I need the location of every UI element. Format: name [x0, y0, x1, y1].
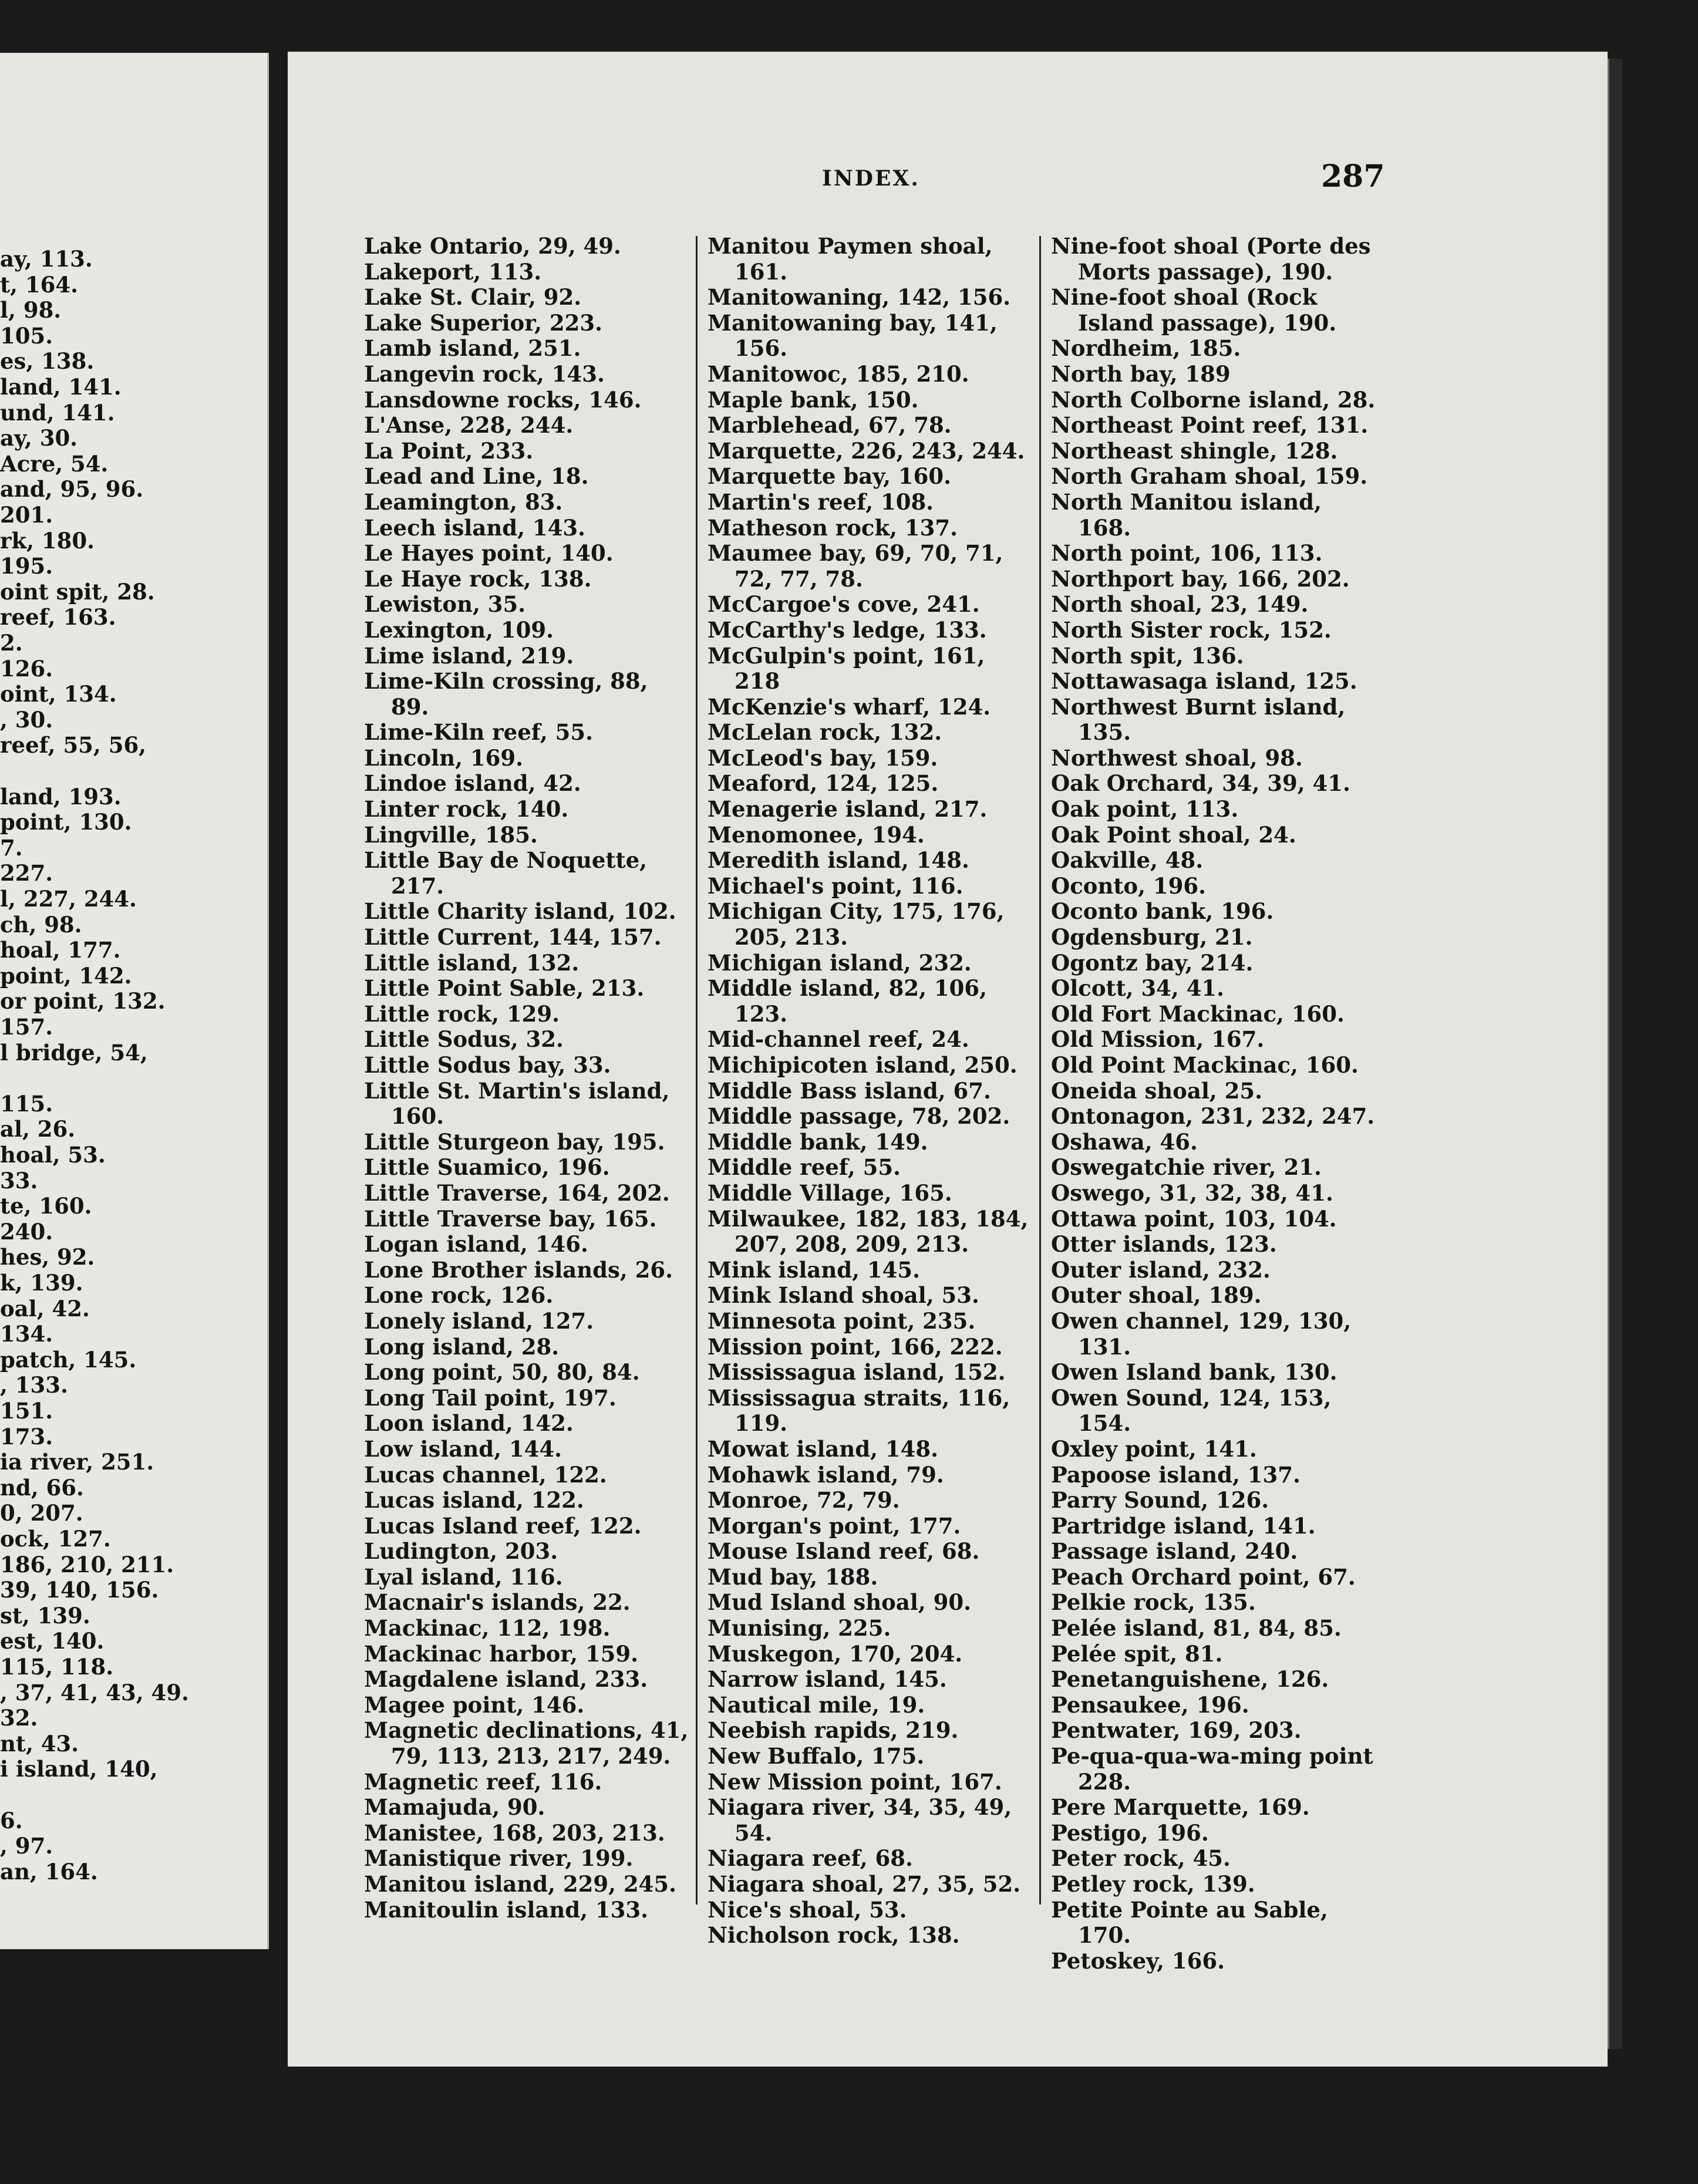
index-entry: Lake Superior, 223. [364, 309, 602, 336]
facing-page-line: oal, 42. [0, 1295, 90, 1322]
index-entry: Papoose island, 137. [1051, 1461, 1301, 1488]
facing-page-line: , 133. [0, 1372, 68, 1398]
index-entry: Magnetic declinations, 41, 79, 113, 213, 217, 249. [364, 1717, 689, 1770]
index-entry: Meredith island, 148. [708, 847, 969, 874]
facing-page-line: ay, 30. [0, 425, 78, 451]
index-entry: Oak Point shoal, 24. [1051, 821, 1296, 848]
facing-page-line: 195. [0, 553, 53, 579]
facing-page-line: hoal, 53. [0, 1142, 106, 1168]
index-entry: Northport bay, 166, 202. [1051, 565, 1350, 592]
index-entry: Manitowaning, 142, 156. [708, 284, 1011, 311]
index-entry: Middle Bass island, 67. [708, 1077, 991, 1104]
facing-page-line: 151. [0, 1398, 53, 1424]
index-entry: North bay, 189 [1051, 360, 1231, 387]
index-entry: Long island, 28. [364, 1333, 560, 1360]
index-entry: Nice's shoal, 53. [708, 1896, 907, 1923]
index-entry: Mackinac harbor, 159. [364, 1640, 639, 1667]
index-entry: Olcott, 34, 41. [1051, 975, 1225, 1002]
facing-page-line: l, 227, 244. [0, 886, 137, 912]
index-entry: Maple bank, 150. [708, 386, 919, 413]
index-entry: Munising, 225. [708, 1615, 891, 1642]
index-entry: Menagerie island, 217. [708, 796, 988, 823]
index-entry: Lone Brother islands, 26. [364, 1256, 673, 1283]
index-entry: Matheson rock, 137. [708, 514, 958, 541]
facing-page-line: oint spit, 28. [0, 578, 155, 605]
index-entry: Long Tail point, 197. [364, 1384, 616, 1411]
facing-page-line: ch, 98. [0, 911, 82, 938]
index-entry: Outer shoal, 189. [1051, 1282, 1262, 1309]
index-entry: Petite Pointe au Sable, 170. [1051, 1896, 1328, 1949]
index-entry: Partridge island, 141. [1051, 1512, 1316, 1539]
index-entry: Michipicoten island, 250. [708, 1052, 1018, 1078]
index-entry: Lingville, 185. [364, 821, 538, 848]
index-entry: McCargoe's cove, 241. [708, 591, 980, 618]
index-entry: Northwest Burnt island, 135. [1051, 693, 1346, 746]
index-entry: Oswegatchie river, 21. [1051, 1154, 1322, 1181]
index-entry: Northwest shoal, 98. [1051, 744, 1303, 771]
index-entry: Little Sodus, 32. [364, 1026, 564, 1053]
index-entry: Pelkie rock, 135. [1051, 1589, 1256, 1616]
index-entry: Little Bay de Noquette, 217. [364, 847, 648, 899]
index-entry: Mississagua straits, 116, 119. [708, 1384, 1010, 1437]
index-entry: North shoal, 23, 149. [1051, 591, 1309, 618]
facing-page-line: hoal, 177. [0, 937, 121, 963]
index-entry: Manitoulin island, 133. [364, 1896, 649, 1923]
index-entry: Ogontz bay, 214. [1051, 949, 1254, 976]
index-entry: Lexington, 109. [364, 616, 554, 643]
index-entry: Pelée island, 81, 84, 85. [1051, 1615, 1342, 1642]
index-entry: Passage island, 240. [1051, 1538, 1298, 1565]
index-entry: Lincoln, 169. [364, 744, 524, 771]
index-entry: Michigan island, 232. [708, 949, 972, 976]
index-entry: Little St. Martin's island, 160. [364, 1077, 670, 1130]
index-entry: Penetanguishene, 126. [1051, 1666, 1329, 1693]
index-entry: Milwaukee, 182, 183, 184, 207, 208, 209, 213. [708, 1205, 1029, 1258]
facing-page-line: 186, 210, 211. [0, 1551, 174, 1578]
index-entry: Little Charity island, 102. [364, 898, 676, 925]
index-entry: Oshawa, 46. [1051, 1128, 1198, 1155]
index-entry: Northeast shingle, 128. [1051, 437, 1338, 464]
index-entry: Owen channel, 129, 130, 131. [1051, 1307, 1352, 1360]
index-entry: Macnair's islands, 22. [364, 1589, 631, 1616]
facing-page-line: land, 193. [0, 783, 122, 810]
index-entry: Lake St. Clair, 92. [364, 284, 582, 311]
index-entry: Middle Village, 165. [708, 1179, 952, 1206]
index-entry: L'Anse, 228, 244. [364, 412, 574, 439]
index-entry: Mississagua island, 152. [708, 1359, 1006, 1386]
facing-page-line: es, 138. [0, 348, 95, 375]
facing-page-line: ock, 127. [0, 1526, 111, 1552]
index-entry: Peter rock, 45. [1051, 1845, 1231, 1872]
index-entry: Marquette bay, 160. [708, 463, 952, 490]
facing-page-line: l bridge, 54, [0, 1039, 148, 1066]
facing-page-line: l, 98. [0, 297, 62, 323]
index-entry: Ludington, 203. [364, 1538, 558, 1565]
index-entry: Lime island, 219. [364, 642, 574, 669]
index-column-3 [1051, 234, 1377, 1974]
index-entry: Old Point Mackinac, 160. [1051, 1052, 1359, 1078]
facing-page-line: und, 141. [0, 399, 115, 426]
facing-page-line: patch, 145. [0, 1346, 137, 1373]
index-entry: New Mission point, 167. [708, 1768, 1002, 1795]
index-entry: Meaford, 124, 125. [708, 770, 939, 797]
index-entry: New Buffalo, 175. [708, 1743, 925, 1770]
index-entry: Pensaukee, 196. [1051, 1691, 1249, 1718]
index-entry: Leech island, 143. [364, 514, 585, 541]
index-entry: Middle passage, 78, 202. [708, 1103, 1010, 1130]
index-entry: Little Suamico, 196. [364, 1154, 610, 1181]
index-entry: North point, 106, 113. [1051, 540, 1323, 567]
index-entry: Michael's point, 116. [708, 872, 963, 899]
index-entry: Magdalene island, 233. [364, 1666, 648, 1693]
facing-page-line: , 37, 41, 43, 49. [0, 1679, 189, 1706]
index-entry: Magee point, 146. [364, 1691, 585, 1718]
index-entry: La Point, 233. [364, 437, 534, 464]
facing-page-fragment [0, 53, 269, 1949]
index-entry: Low island, 144. [364, 1435, 562, 1462]
facing-page-line: , 30. [0, 706, 53, 733]
index-entry: Northeast Point reef, 131. [1051, 412, 1369, 439]
index-entry: Michigan City, 175, 176, 205, 213. [708, 898, 1005, 951]
facing-page-line: 39, 140, 156. [0, 1577, 159, 1603]
index-entry: Peach Orchard point, 67. [1051, 1563, 1356, 1590]
index-entry: Oswego, 31, 32, 38, 41. [1051, 1179, 1333, 1206]
facing-page-line: hes, 92. [0, 1244, 95, 1270]
index-entry: Manitou island, 229, 245. [364, 1871, 677, 1897]
index-entry: Oak point, 113. [1051, 796, 1239, 823]
facing-page-line: ia river, 251. [0, 1449, 154, 1475]
index-entry: Mission point, 166, 222. [708, 1333, 1003, 1360]
facing-page-line: reef, 55, 56, [0, 732, 147, 759]
facing-page-line: or point, 132. [0, 988, 166, 1015]
page-number: 287 [1321, 159, 1385, 194]
facing-page-line: 227. [0, 860, 53, 887]
index-entry: McGulpin's point, 161, 218 [708, 642, 985, 695]
index-entry: Lindoe island, 42. [364, 770, 581, 797]
index-entry: Lime-Kiln reef, 55. [364, 719, 593, 746]
index-entry: Owen Sound, 124, 153, 154. [1051, 1384, 1332, 1437]
index-entry: Little Current, 144, 157. [364, 924, 662, 951]
index-entry: Niagara reef, 68. [708, 1845, 913, 1872]
index-entry: Monroe, 72, 79. [708, 1487, 900, 1514]
index-entry: Manistee, 168, 203, 213. [364, 1819, 665, 1846]
index-entry: Marquette, 226, 243, 244. [708, 437, 1025, 464]
index-entry: Ontonagon, 231, 232, 247. [1051, 1103, 1375, 1130]
index-entry: Mouse Island reef, 68. [708, 1538, 980, 1565]
facing-page-line: k, 139. [0, 1270, 83, 1296]
facing-page-line: 115, 118. [0, 1654, 114, 1680]
index-entry: Marblehead, 67, 78. [708, 412, 952, 439]
index-entry: Middle island, 82, 106, 123. [708, 975, 988, 1027]
index-entry: Owen Island bank, 130. [1051, 1359, 1337, 1386]
index-entry: Little Point Sable, 213. [364, 975, 645, 1002]
index-entry: Little island, 132. [364, 949, 580, 976]
facing-page-line: ay, 113. [0, 246, 93, 272]
facing-page-line: oint, 134. [0, 681, 117, 707]
index-entry: North Colborne island, 28. [1051, 386, 1376, 413]
facing-page-line: 115. [0, 1090, 53, 1117]
facing-page-line: t, 164. [0, 271, 78, 298]
index-entry: McLelan rock, 132. [708, 719, 942, 746]
index-entry: North Manitou island, 168. [1051, 488, 1322, 541]
index-entry: Middle reef, 55. [708, 1154, 901, 1181]
index-entry: Lucas Island reef, 122. [364, 1512, 642, 1539]
index-entry: Pentwater, 169, 203. [1051, 1717, 1302, 1744]
index-entry: Outer island, 232. [1051, 1256, 1271, 1283]
index-entry: Mink island, 145. [708, 1256, 920, 1283]
index-entry: Lone rock, 126. [364, 1282, 554, 1309]
index-entry: Mud bay, 188. [708, 1563, 878, 1590]
index-entry: Le Hayes point, 140. [364, 540, 614, 567]
index-entry: Lucas island, 122. [364, 1487, 584, 1514]
index-entry: Mamajuda, 90. [364, 1794, 545, 1821]
facing-page-line: 157. [0, 1014, 53, 1040]
index-entry: Oak Orchard, 34, 39, 41. [1051, 770, 1350, 797]
index-entry: Morgan's point, 177. [708, 1512, 961, 1539]
index-entry: Nottawasaga island, 125. [1051, 668, 1357, 695]
facing-page-line: an, 164. [0, 1858, 98, 1885]
facing-page-line: 32. [0, 1705, 38, 1731]
index-entry: Manitowoc, 185, 210. [708, 360, 969, 387]
facing-page-line: nd, 66. [0, 1474, 84, 1501]
facing-page-line: Acre, 54. [0, 450, 109, 477]
index-entry: Little Sturgeon bay, 195. [364, 1128, 665, 1155]
facing-page-line: 240. [0, 1218, 53, 1245]
index-entry: Little rock, 129. [364, 1000, 560, 1027]
index-entry: Lead and Line, 18. [364, 463, 589, 490]
index-column-2 [708, 234, 1033, 1949]
facing-page-line: land, 141. [0, 374, 122, 400]
facing-page-line: nt, 43. [0, 1730, 79, 1757]
index-entry: Mohawk island, 79. [708, 1461, 944, 1488]
index-entry: Lonely island, 127. [364, 1307, 594, 1334]
index-entry: Pere Marquette, 169. [1051, 1794, 1310, 1821]
index-entry: McLeod's bay, 159. [708, 744, 938, 771]
facing-page-line: 105. [0, 322, 53, 349]
index-entry: Lime-Kiln crossing, 88, 89. [364, 668, 648, 720]
facing-page-line: 134. [0, 1321, 53, 1347]
index-entry: Pestigo, 196. [1051, 1819, 1209, 1846]
index-entry: Long point, 50, 80, 84. [364, 1359, 640, 1386]
index-entry: Oxley point, 141. [1051, 1435, 1257, 1462]
facing-page-line: 173. [0, 1423, 53, 1450]
index-entry: Oconto bank, 196. [1051, 898, 1274, 925]
facing-page-line: i island, 140, [0, 1756, 158, 1782]
facing-page-line: st, 139. [0, 1602, 90, 1629]
index-entry: Pe-qua-qua-wa-ming point 228. [1051, 1743, 1373, 1795]
index-entry: Loon island, 142. [364, 1410, 574, 1437]
facing-page-line: 2. [0, 630, 23, 656]
facing-page-line: , 97. [0, 1833, 53, 1859]
index-entry: Langevin rock, 143. [364, 360, 605, 387]
index-entry: Ogdensburg, 21. [1051, 924, 1253, 951]
index-entry: Oakville, 48. [1051, 847, 1204, 874]
facing-page-line: and, 95, 96. [0, 476, 144, 503]
index-entry: Mink Island shoal, 53. [708, 1282, 979, 1309]
facing-page-line: al, 26. [0, 1116, 76, 1142]
index-entry: Middle bank, 149. [708, 1128, 928, 1155]
index-entry: Otter islands, 123. [1051, 1231, 1277, 1258]
facing-page-line: rk, 180. [0, 527, 95, 554]
index-entry: Manitowaning bay, 141, 156. [708, 309, 998, 362]
index-entry: Nine-foot shoal (Rock Island passage), 190. [1051, 284, 1337, 336]
index-entry: Narrow island, 145. [708, 1666, 947, 1693]
index-entry: Niagara shoal, 27, 35, 52. [708, 1871, 1021, 1897]
index-entry: Menomonee, 194. [708, 821, 925, 848]
index-entry: Lake Ontario, 29, 49. [364, 233, 621, 259]
facing-page-line: 7. [0, 834, 23, 861]
facing-page-line: 6. [0, 1807, 23, 1834]
facing-page-line: 0, 207. [0, 1500, 83, 1526]
index-entry: McKenzie's wharf, 124. [708, 693, 991, 720]
facing-page-line: est, 140. [0, 1628, 105, 1654]
index-entry: Manitou Paymen shoal, 161. [708, 233, 993, 285]
index-entry: Niagara river, 34, 35, 49, 54. [708, 1794, 1012, 1846]
index-entry: Mowat island, 148. [708, 1435, 938, 1462]
index-entry: Little Traverse, 164, 202. [364, 1179, 670, 1206]
facing-page-line: point, 142. [0, 962, 132, 989]
index-entry: Magnetic reef, 116. [364, 1768, 602, 1795]
index-entry: Neebish rapids, 219. [708, 1717, 959, 1744]
index-entry: Leamington, 83. [364, 488, 563, 515]
facing-page-line: te, 160. [0, 1193, 92, 1219]
index-entry: Martin's reef, 108. [708, 488, 934, 515]
index-entry: Lewiston, 35. [364, 591, 526, 618]
facing-page-line: 201. [0, 502, 53, 528]
index-entry: Oconto, 196. [1051, 872, 1206, 899]
index-entry: Nicholson rock, 138. [708, 1922, 960, 1949]
page-edge [1608, 59, 1622, 2049]
index-entry: Logan island, 146. [364, 1231, 588, 1258]
index-entry: Lamb island, 251. [364, 335, 581, 362]
index-entry: Mid-channel reef, 24. [708, 1026, 969, 1053]
index-entry: Pelée spit, 81. [1051, 1640, 1223, 1667]
index-entry: Mackinac, 112, 198. [364, 1615, 611, 1642]
index-entry: Lyal island, 116. [364, 1563, 563, 1590]
index-entry: Lansdowne rocks, 146. [364, 386, 642, 413]
index-entry: Old Fort Mackinac, 160. [1051, 1000, 1345, 1027]
facing-page-line: point, 130. [0, 809, 132, 835]
index-entry: North spit, 136. [1051, 642, 1244, 669]
index-entry: Old Mission, 167. [1051, 1026, 1265, 1053]
index-entry: Linter rock, 140. [364, 796, 569, 823]
index-entry: Little Sodus bay, 33. [364, 1052, 611, 1078]
index-entry: Minnesota point, 235. [708, 1307, 976, 1334]
facing-page-line: 33. [0, 1167, 38, 1194]
index-entry: Oneida shoal, 25. [1051, 1077, 1263, 1104]
index-entry: Lucas channel, 122. [364, 1461, 607, 1488]
index-entry: Petley rock, 139. [1051, 1871, 1255, 1897]
index-entry: Petoskey, 166. [1051, 1947, 1225, 1974]
index-entry: Muskegon, 170, 204. [708, 1640, 963, 1667]
index-entry: Lakeport, 113. [364, 258, 542, 285]
facing-page-line: reef, 163. [0, 604, 116, 631]
index-column-1 [364, 234, 693, 1923]
index-entry: Nordheim, 185. [1051, 335, 1241, 362]
index-entry: Le Haye rock, 138. [364, 565, 592, 592]
index-entry: Mud Island shoal, 90. [708, 1589, 972, 1616]
index-entry: Little Traverse bay, 165. [364, 1205, 657, 1232]
index-entry: Nautical mile, 19. [708, 1691, 925, 1718]
index-entry: Nine-foot shoal (Porte des Morts passage), 190. [1051, 233, 1371, 285]
index-entry: Parry Sound, 126. [1051, 1487, 1269, 1514]
facing-page-line: 126. [0, 655, 53, 682]
index-entry: Maumee bay, 69, 70, 71, 72, 77, 78. [708, 540, 1003, 592]
column-rule [696, 236, 698, 1905]
index-entry: McCarthy's ledge, 133. [708, 616, 987, 643]
index-entry: Ottawa point, 103, 104. [1051, 1205, 1337, 1232]
running-head: INDEX. [822, 166, 920, 191]
index-entry: North Sister rock, 152. [1051, 616, 1332, 643]
index-entry: North Graham shoal, 159. [1051, 463, 1368, 490]
column-rule [1039, 236, 1041, 1905]
index-entry: Manistique river, 199. [364, 1845, 634, 1872]
